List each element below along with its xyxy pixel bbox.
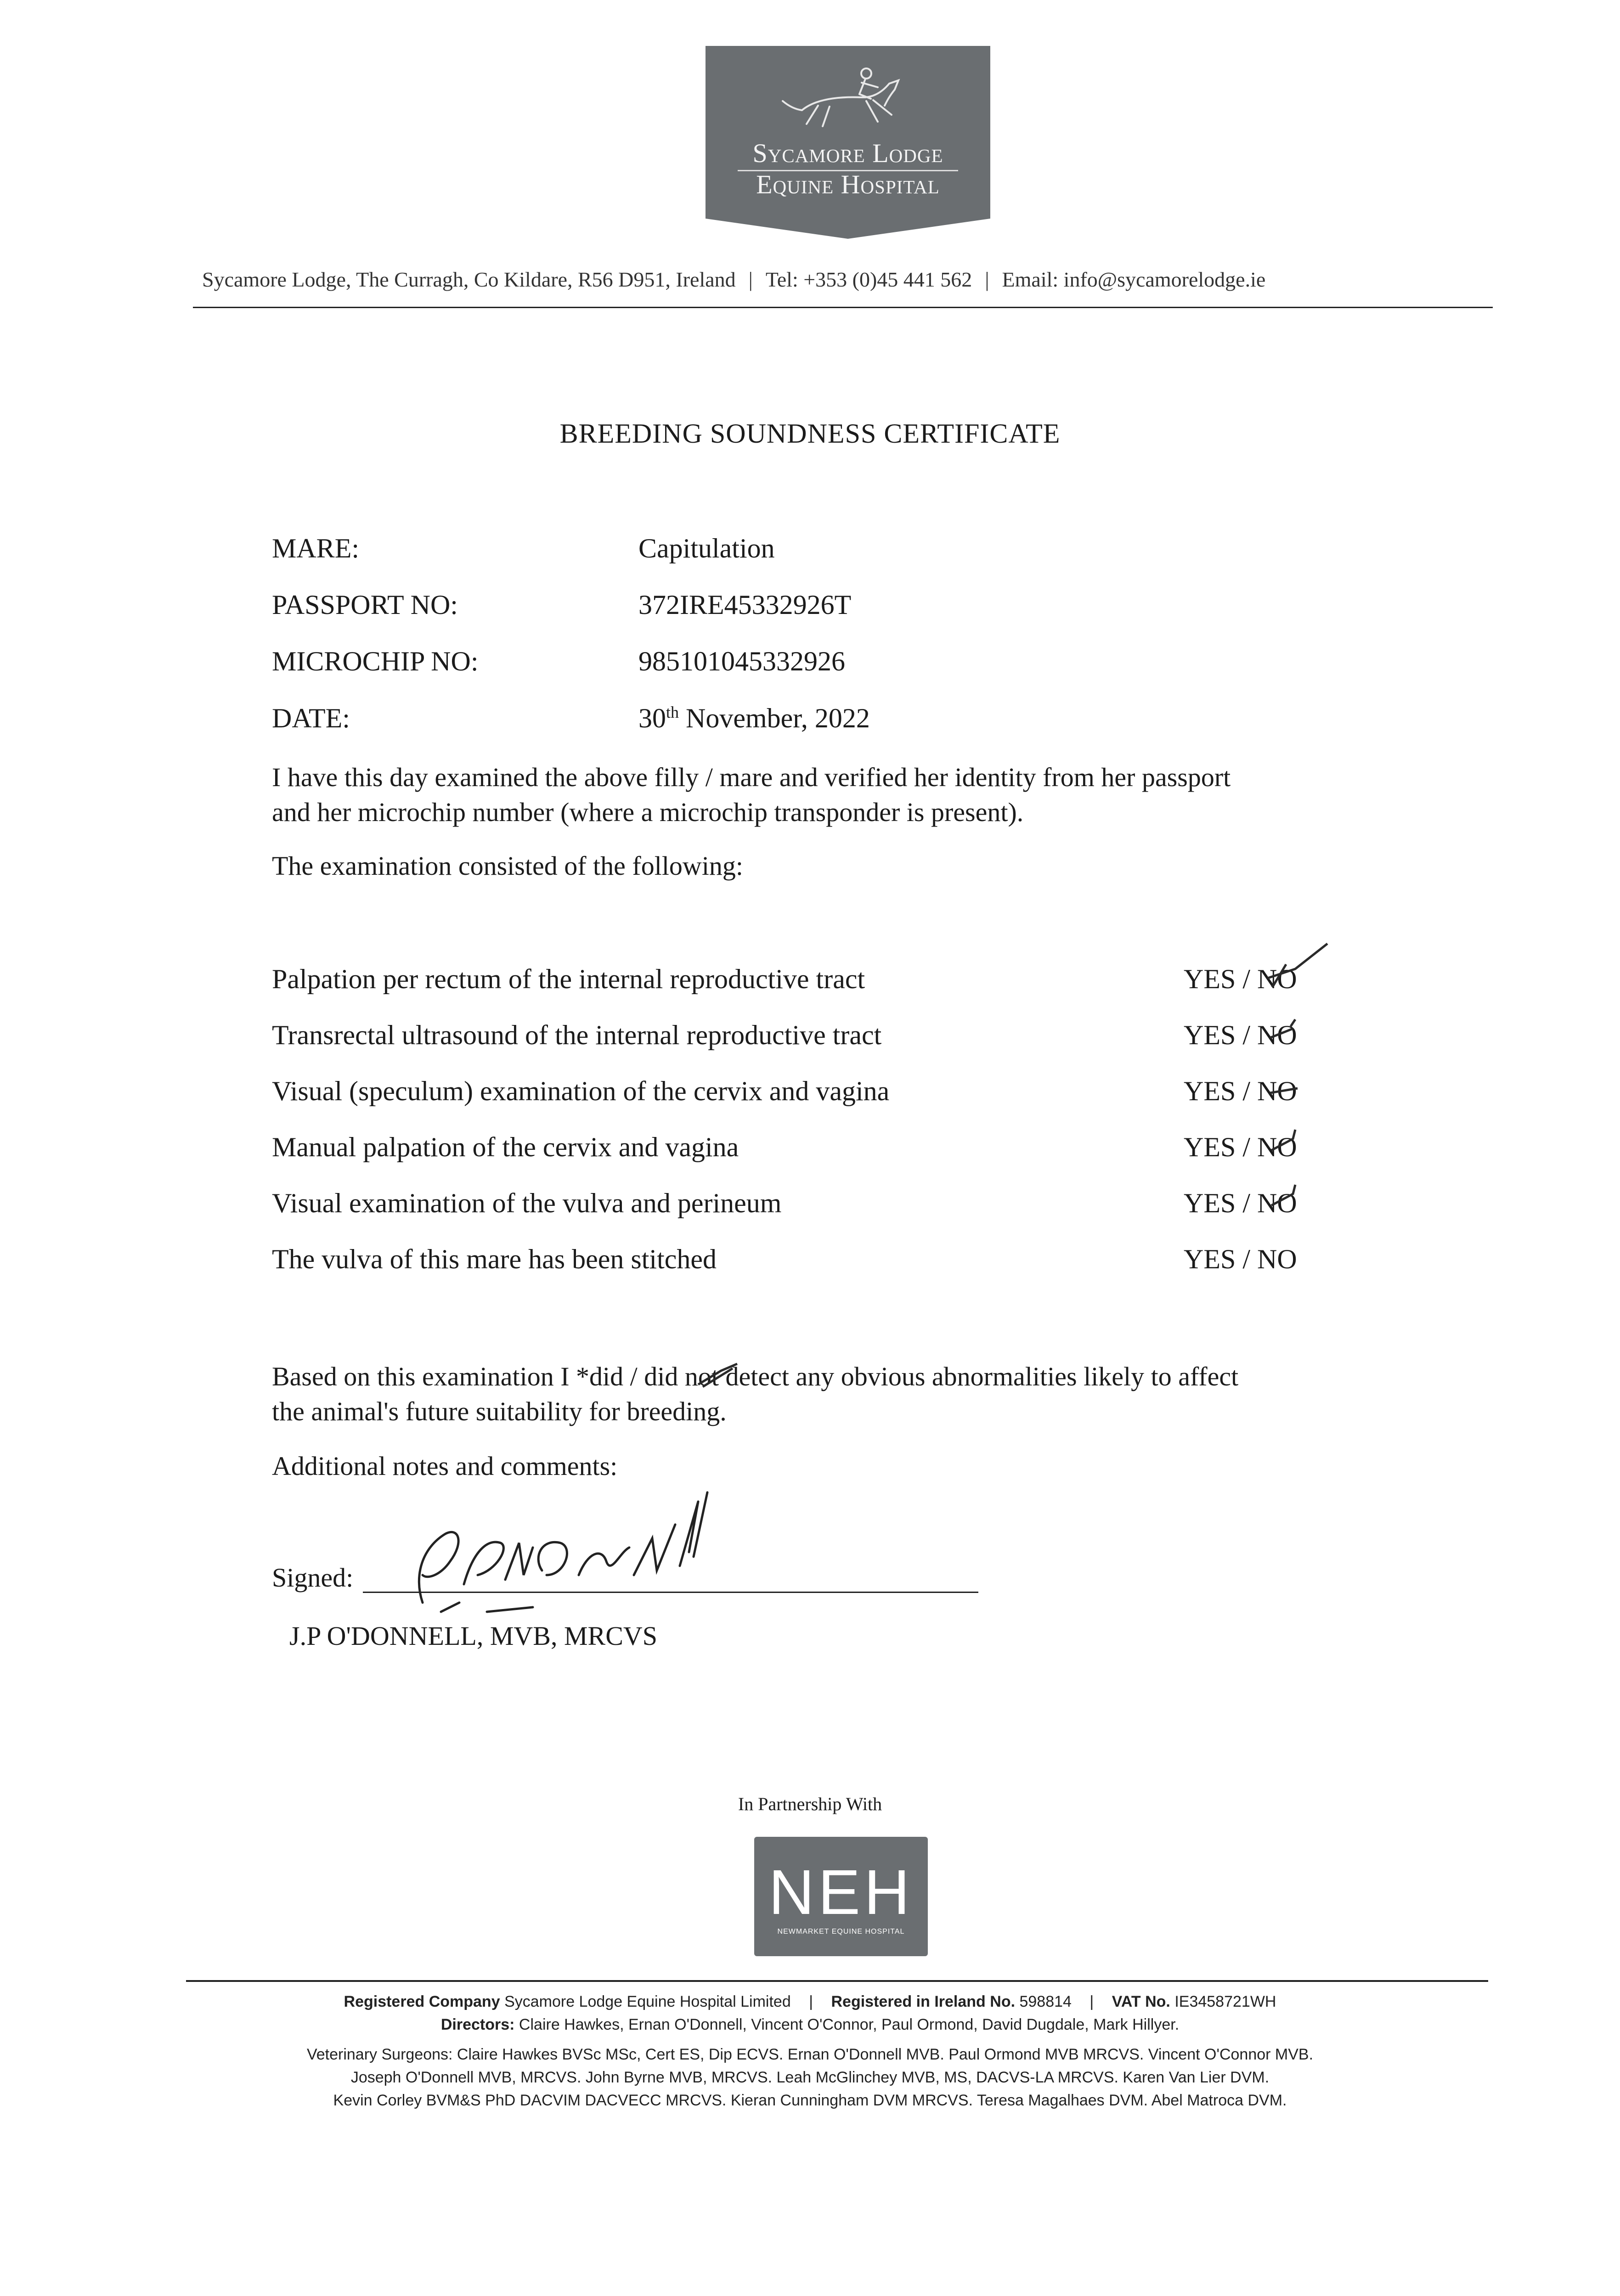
reg-label: Registered in Ireland No. [831, 1993, 1016, 2010]
vat-label: VAT No. [1112, 1993, 1170, 2010]
partnership-text: In Partnership With [738, 1794, 882, 1814]
intro-line-1: I have this day examined the above filly / mare and verified her identity from her passport [272, 762, 1231, 792]
vat-value: IE3458721WH [1174, 1993, 1276, 2010]
footer-registration [0, 1993, 1620, 2011]
exam-item-label: Visual (speculum) examination of the cervix and vagina [272, 1076, 890, 1106]
separator-icon: | [809, 1993, 813, 2010]
strike-icon [1271, 1130, 1295, 1150]
company-label: Registered Company [344, 1993, 500, 2010]
exam-item-answer: YES / NO [1184, 1020, 1297, 1050]
separator-icon: | [748, 268, 753, 291]
footer-vets-line-3: Kevin Corley BVM&S PhD DACVIM DACVECC MRCVS. Kieran Cunningham DVM MRCVS. Teresa Magalhaes DVM. Abel Matroca DVM. [333, 2092, 1287, 2109]
exam-item-label: Palpation per rectum of the internal reproductive tract [272, 964, 865, 994]
signed-label: Signed: [272, 1563, 354, 1593]
exam-item-label: The vulva of this mare has been stitched [272, 1244, 717, 1274]
conclusion-line-1: Based on this examination I *did / did not detect any obvious abnormalities likely to affect [272, 1362, 1239, 1391]
contact-header [202, 267, 1265, 292]
date-day: 30 [638, 703, 666, 733]
exam-item-answer: YES / NO [1184, 1244, 1297, 1274]
exam-item-label: Manual palpation of the cervix and vagina [272, 1132, 739, 1162]
mare-value: Capitulation [638, 533, 775, 563]
strike-marks [1259, 941, 1341, 1263]
header-divider [193, 307, 1493, 308]
email-link[interactable]: Email: info@sycamorelodge.ie [1002, 268, 1266, 291]
page-title: BREEDING SOUNDNESS CERTIFICATE [559, 418, 1061, 449]
strike-icon [1271, 1185, 1295, 1205]
company-value: Sycamore Lodge Equine Hospital Limited [504, 1993, 791, 2010]
microchip-label: MICROCHIP NO: [272, 646, 479, 676]
passport-value: 372IRE45332926T [638, 590, 852, 620]
logo-title-line2: Equine Hospital [756, 169, 940, 199]
footer-directors [0, 2016, 1620, 2034]
separator-icon: | [1089, 1993, 1094, 2010]
neh-logo-letters: NEH [768, 1857, 914, 1928]
conclusion-line-2: the animal's future suitability for breeding. [272, 1396, 727, 1426]
mare-label: MARE: [272, 533, 360, 563]
logo-ribbon [706, 215, 990, 242]
reg-value: 598814 [1019, 1993, 1072, 2010]
exam-item-label: Visual examination of the vulva and perineum [272, 1188, 782, 1218]
neh-logo-subtitle: NEWMARKET EQUINE HOSPITAL [777, 1928, 905, 1936]
handwritten-signature [395, 1483, 744, 1621]
intro-consisted: The examination consisted of the following: [272, 851, 744, 881]
hospital-logo [706, 46, 990, 216]
strike-icon [1270, 1088, 1298, 1093]
racehorse-icon [774, 55, 921, 133]
strike-icon [1268, 944, 1327, 987]
directors-label: Directors: [440, 2016, 515, 2033]
exam-item-answer: YES / NO [1184, 1076, 1297, 1106]
exam-item-answer: YES / NO [1184, 1132, 1297, 1162]
date-rest: November, 2022 [686, 703, 870, 733]
footer-divider [186, 1980, 1488, 1982]
date-label: DATE: [272, 703, 350, 733]
intro-line-2: and her microchip number (where a microchip transponder is present). [272, 797, 1024, 827]
strike-icon [1270, 1019, 1295, 1038]
exam-item-label: Transrectal ultrasound of the internal reproductive tract [272, 1020, 882, 1050]
address-text: Sycamore Lodge, The Curragh, Co Kildare, R56 D951, Ireland [202, 268, 736, 291]
footer-vets-line-1: Veterinary Surgeons: Claire Hawkes BVSc MSc, Cert ES, Dip ECVS. Ernan O'Donnell MVB. Paul Ormond MVB MRCVS. Vincent O'Connor MVB. [306, 2046, 1314, 2063]
signatory-name: J.P O'DONNELL, MVB, MRCVS [289, 1621, 658, 1651]
did-strike-mark [694, 1359, 744, 1396]
logo-title-line1: Sycamore Lodge [752, 138, 943, 168]
separator-icon: | [985, 268, 989, 291]
notes-label: Additional notes and comments: [272, 1451, 618, 1481]
exam-item-answer: YES / NO [1184, 964, 1297, 994]
microchip-value: 985101045332926 [638, 646, 845, 676]
footer-vets-line-2: Joseph O'Donnell MVB, MRCVS. John Byrne MVB, MRCVS. Leah McGlinchey MVB, MS, DACVS-LA MRCVS. Karen Van Lier DVM. [350, 2069, 1270, 2086]
exam-item-answer: YES / NO [1184, 1188, 1297, 1218]
neh-logo [754, 1837, 928, 1956]
date-value [638, 703, 870, 734]
directors-value: Claire Hawkes, Ernan O'Donnell, Vincent O'Connor, Paul Ormond, David Dugdale, Mark Hillyer. [519, 2016, 1180, 2033]
tel-text: Tel: +353 (0)45 441 562 [765, 268, 972, 291]
passport-label: PASSPORT NO: [272, 590, 458, 620]
date-suffix: th [666, 703, 679, 721]
